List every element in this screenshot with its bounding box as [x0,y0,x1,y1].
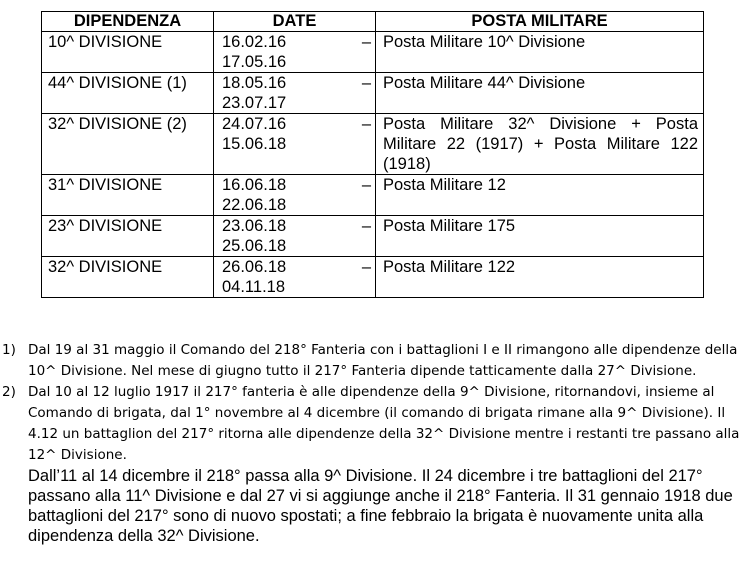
cell-dipendenza: 32^ DIVISIONE [42,257,214,298]
footnote-text: Dal 19 al 31 maggio il Comando del 218° Fanteria con i battaglioni I e II rimangono alle dipendenze della 10^ Divisione. Nel mese di giugno tutto il 217° Fanteria dipende tatticamente dalla 27^ Divisione. [28,342,738,379]
header-date: DATE [214,12,376,32]
cell-date [214,175,376,216]
cell-dipendenza: 44^ DIVISIONE (1) [42,73,214,114]
date-start: 16.06.18 [222,176,287,194]
date-start: 24.07.16 [222,115,287,133]
cell-posta-militare: Posta Militare 175 [376,216,704,257]
date-dash: – [361,258,371,276]
cell-date [214,32,376,73]
cell-posta-militare: Posta Militare 12 [376,175,704,216]
table-row [42,257,704,298]
date-end: 23.07.17 [222,94,287,112]
date-dash: – [361,74,371,92]
date-dash: – [361,217,371,235]
date-end: 04.11.18 [222,278,286,296]
cell-dipendenza: 31^ DIVISIONE [42,175,214,216]
table-row [42,114,704,175]
cell-dipendenza: 23^ DIVISIONE [42,216,214,257]
footnote-number: 2) [2,384,16,400]
table-row [42,216,704,257]
cell-date [214,257,376,298]
header-posta-militare: POSTA MILITARE [376,12,704,32]
date-start: 16.02.16 [222,33,287,51]
header-dipendenza: DIPENDENZA [42,12,214,32]
date-end: 22.06.18 [222,196,287,214]
footnote [0,340,745,382]
footnotes [0,340,745,546]
date-end: 15.06.18 [222,135,287,153]
date-end: 25.06.18 [222,237,287,255]
cell-posta-militare: Posta Militare 10^ Divisione [376,32,704,73]
footnote-text: Dal 10 al 12 luglio 1917 il 217° fanteria è alle dipendenze della 9^ Divisione, ritornandovi, insieme al Comando di brigata, dal 1° novembre al 4 dicembre (il comando di brigata rimane alla 9^ Divisione). Il 4.12 un battaglion del 217° ritorna alle dipendenze della 32^ Divisione mentre i restanti tre passano alla 12^ Divisione. [28,384,740,463]
footnote-number: 1) [2,342,16,358]
cell-date [214,73,376,114]
date-start: 23.06.18 [222,217,287,235]
cell-posta-militare: Posta Militare 122 [376,257,704,298]
footnote-continuation: Dall’11 al 14 dicembre il 218° passa alla 9^ Divisione. Il 24 dicembre i tre battaglioni del 217° passano alla 11^ Divisione e dal 27 vi si aggiunge anche il 218° Fanteria. Il 31 gennaio 1918 due battaglioni del 217° sono di nuovo spostati; a fine febbraio la brigata è nuovamente unita alla dipendenza della 32^ Divisione. [28,467,733,545]
date-dash: – [361,33,371,51]
cell-posta-militare: Posta Militare 32^ Divisione + Posta Militare 22 (1917) + Posta Militare 122 (1918) [376,114,704,175]
cell-dipendenza: 32^ DIVISIONE (2) [42,114,214,175]
table-row [42,32,704,73]
date-dash: – [361,115,371,133]
table-row [42,175,704,216]
cell-dipendenza: 10^ DIVISIONE [42,32,214,73]
table-header-row [42,12,704,32]
cell-date [214,114,376,175]
date-dash: – [361,176,371,194]
table-row [42,73,704,114]
cell-date [214,216,376,257]
divisions-table [41,11,704,298]
date-start: 18.05.16 [222,74,287,92]
cell-posta-militare: Posta Militare 44^ Divisione [376,73,704,114]
date-end: 17.05.16 [222,53,287,71]
date-start: 26.06.18 [222,258,287,276]
footnote [0,382,745,466]
